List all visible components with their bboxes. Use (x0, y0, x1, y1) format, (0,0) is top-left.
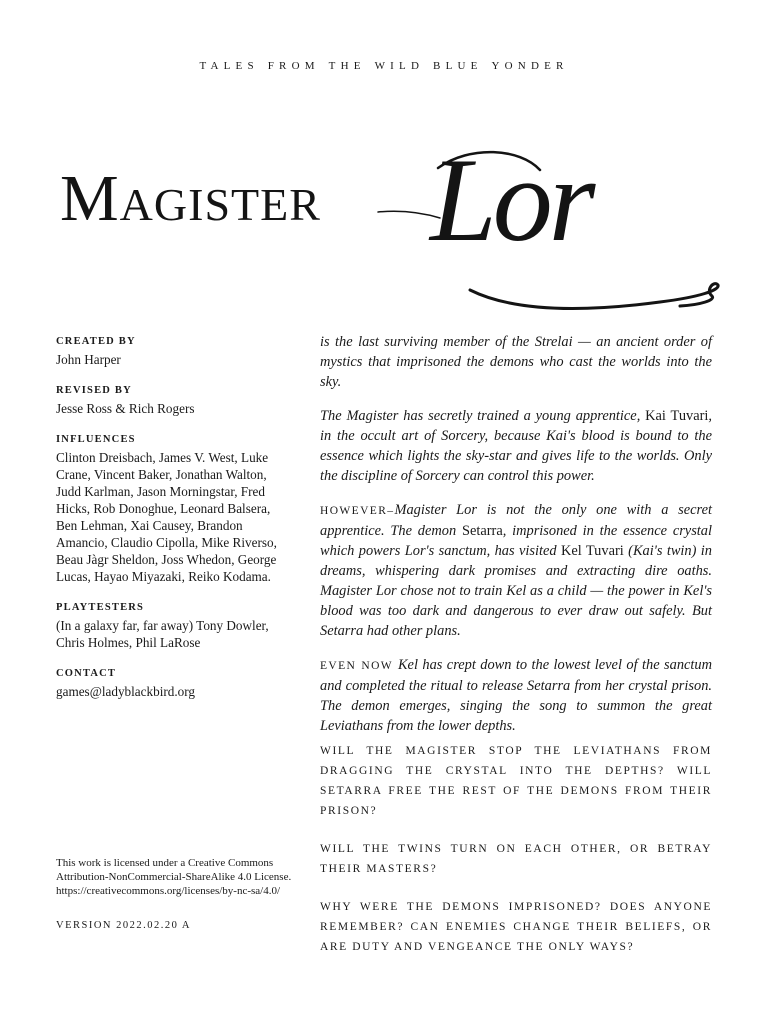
series-title: tales from the wild blue yonder (199, 57, 569, 73)
name-kel: Kel Tuvari (560, 543, 624, 559)
question-3: WHY WERE THE DEMONS IMPRISONED? DOES ANYONE REMEMBER? CAN ENEMIES CHANGE THEIR BELIEFS, OR ARE DUTY AND VENGEANCE THE ONLY WAYS? (320, 901, 712, 953)
text-span: The Magister has secretly trained a young apprentice, (320, 408, 646, 424)
text-span: (Kai's twin) in dreams, whispering dark promises and extracting dire oaths. Magister Lor chose not to train Kel as a child — the power in Kel's blood was too dark and dangerous to ever draw out safely. But Setarra had other plans. (320, 543, 712, 639)
created-by-label: CREATED BY (56, 336, 136, 347)
playtesters-value: (In a galaxy far, far away) Tony Dowler, Chris Holmes, Phil LaRose (56, 618, 269, 650)
paragraph-even-now (320, 655, 712, 736)
text-span: Magister Lor is not the only one with a secret apprentice. The demon (320, 502, 712, 539)
questions-block (320, 741, 712, 975)
created-by-value: John Harper (56, 352, 121, 367)
paragraph-intro: is the last surviving member of the Strelai — an ancient order of mystics that imprisoned the demons who cast the worlds into the sky. (320, 334, 712, 390)
revised-by-label: REVISED BY (56, 385, 132, 396)
contact-label: CONTACT (56, 668, 117, 679)
question-2: WILL THE TWINS TURN ON EACH OTHER, OR BETRAY THEIR MASTERS? (320, 843, 712, 875)
paragraph-apprentice (320, 406, 712, 486)
paragraph-however (320, 500, 712, 641)
text-span: , in the occult art of Sorcery, because Kai's blood is bound to the essence which lights the sky-star and gives life to the worlds. Only the discipline of Sorcery can control this power. (320, 408, 712, 484)
title-block (0, 133, 768, 340)
main-text (320, 332, 712, 750)
question-1: WILL THE MAGISTER STOP THE LEVIATHANS FROM DRAGGING THE CRYSTAL INTO THE DEPTHS? WILL SETARRA FREE THE REST OF THE DEMONS FROM THEIR PRISON? (320, 745, 712, 817)
revised-by-value: Jesse Ross & Rich Rogers (56, 401, 195, 416)
text-span: , imprisoned in the essence crystal which powers Lor's sanctum, has visited (320, 523, 712, 559)
text-span: Kel has crept down to the lowest level of the sanctum and completed the ritual to release Setarra from her crystal prison. The demon emerges, singing the song to summon the great Leviathans from the lower depths. (320, 657, 712, 734)
license-text: This work is licensed under a Creative Commons Attribution-NonCommercial-ShareAlike 4.0 License. https://creativecommons.org/licenses/by-nc-sa/4.0/ (56, 857, 292, 897)
name-kai: Kai Tuvari (645, 408, 709, 424)
title-main-word: Magister (60, 162, 321, 235)
version-text: VERSION 2022.02.20 A (56, 920, 192, 931)
influences-value: Clinton Dreisbach, James V. West, Luke Crane, Vincent Baker, Jonathan Walton, Judd Karlman, Jason Morningstar, Fred Hicks, Rob Donoghue, Leonard Balsera, Ben Lehman, Xai Causey, Brandon Amancio, Claudio Cipolla, Mike Riverso, Beau Jàgr Sheldon, Joss Whedon, George Lucas, Hayao Miyazaki, Reiko Kodama. (56, 450, 277, 584)
playtesters-label: PLAYTESTERS (56, 602, 145, 613)
credits-sidebar (56, 333, 292, 714)
name-setarra: Setarra (461, 523, 503, 539)
contact-email[interactable]: games@ladyblackbird.org (56, 684, 195, 699)
title-script-word: Lor (430, 133, 592, 266)
lead-however: HOWEVER– (320, 505, 395, 517)
lead-even-now: EVEN NOW (320, 660, 398, 672)
influences-label: INFLUENCES (56, 434, 136, 445)
